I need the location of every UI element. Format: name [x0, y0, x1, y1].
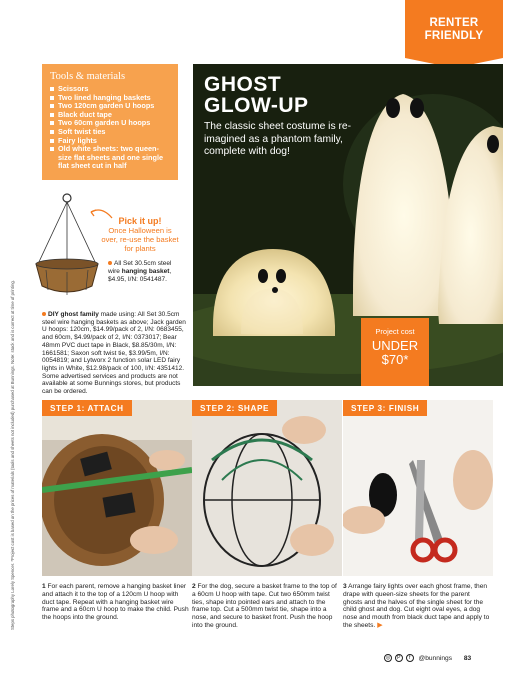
cutting-tape-photo: [343, 400, 493, 576]
cost-value-line1: UNDER: [371, 338, 419, 353]
step-number: 2: [192, 583, 196, 590]
pickup-text: Once Halloween is over, re-use the basket for plants: [101, 226, 179, 253]
ghost-eye: [258, 269, 268, 283]
ghost-eye: [487, 135, 499, 153]
step-2-instructions: [192, 583, 340, 630]
facebook-icon[interactable]: f: [406, 654, 414, 662]
tools-materials-panel: [42, 64, 178, 180]
step-2-photo: [192, 400, 342, 576]
step-2-header: STEP 2: SHAPE: [192, 400, 277, 416]
diy-ghost-family-info: [42, 311, 190, 396]
step-text: For each parent, remove a hanging basket liner and attach it to the top of a 120cm U hoop with duct tape. Repeat with a hanging basket wire frame and a 60cm U hoop to make the child. Push the hoops into the ground.: [42, 583, 189, 622]
step-3-photo: [343, 400, 493, 576]
list-item: Scissors: [50, 85, 170, 94]
basket-liner-photo: [42, 400, 192, 576]
step-text: For the dog, secure a basket frame to the top of a 60cm U hoop with tape. Cut two 650mm twist ties, shape into pointed ears and attach to the frame top. Cut a 500mm twist tie, shape into a nose, and secure to basket front. Push the hoop into the ground.: [192, 583, 337, 629]
list-item: Old white sheets: two queen-size flat sheets and one single flat sheet cut in half: [50, 145, 170, 171]
list-item: Black duct tape: [50, 111, 170, 120]
pickup-title: Pick it up!: [118, 216, 162, 226]
bullet-dot-icon: [108, 261, 112, 265]
diy-body: made using: All Set 30.5cm steel wire hanging baskets as above; Jack garden U hoops: 120cm, $14.99/pack of 2, I/N: 0683455, and 60cm, $4.99/pack of 2, I/N: 0373017; Bear 48mm PVC duct tape in Black, $8.85/30m, I/N: 1661581; Saxon soft twist tie, $3.99/5m, I/N: 0054819; and Lytworx 2 function solar LED fairy lights in White, $12.98/pack of 100, I/N: 4351412. Some advertised services and products are not available at some Bunnings stores, but products can be ordered.: [42, 311, 186, 396]
step-1-header: STEP 1: ATTACH: [42, 400, 132, 416]
side-credit: [10, 270, 18, 630]
diy-lead: DIY ghost family: [48, 311, 99, 318]
list-item: Two 60cm garden U hoops: [50, 119, 170, 128]
basket-info-bold: hanging basket: [121, 268, 170, 275]
basket-info-rest: , $4.95, I/N: 0541487.: [108, 268, 172, 283]
cost-label: Project cost: [375, 327, 415, 336]
ghost-eye: [276, 269, 286, 283]
list-item: Soft twist ties: [50, 128, 170, 137]
hanging-basket-info: [108, 260, 184, 284]
pinterest-icon[interactable]: P: [395, 654, 403, 662]
step-1-instructions: [42, 583, 190, 622]
hero-title-line2: GLOW-UP: [204, 94, 309, 117]
tools-title: Tools & materials: [50, 71, 126, 82]
wire-frame-photo: [192, 400, 342, 576]
step-number: 1: [42, 583, 46, 590]
ghost-eye: [410, 98, 424, 118]
step-text: Arrange fairy lights over each ghost frame, then drape with queen-size sheets for the parent ghosts and the halves of the single sheet for the child ghost and dog. Cut eight oval eyes, a dog nose and mouth from black duct tape and apply to the sheets.: [343, 583, 490, 629]
list-item: Fairy lights: [50, 137, 170, 146]
basket-info-lead: All Set 30.5cm steel wire: [108, 260, 172, 275]
hero-title-line1: GHOST: [204, 73, 282, 96]
project-cost-box: [361, 318, 429, 386]
step-1-photo: [42, 400, 192, 576]
side-credit-text: Steps photography Lorely Spencer. *Project cost is based on the prices of materials (tools and sheets not included) purchased at Bunnings. Note: stock and is correct at time of printing.: [10, 280, 15, 630]
hero-title: [204, 74, 309, 116]
continue-arrow-icon: ▶: [375, 621, 383, 629]
list-item: Two lined hanging baskets: [50, 94, 170, 103]
ghost-eye: [386, 98, 400, 118]
cost-value-line2: $70*: [381, 352, 409, 367]
instagram-icon[interactable]: ◎: [385, 655, 391, 661]
step-3-header: STEP 3: FINISH: [343, 400, 427, 416]
pick-it-up-callout: [100, 217, 180, 253]
page-footer: [384, 654, 506, 664]
tools-list: [50, 85, 170, 171]
renter-friendly-badge: [405, 0, 503, 58]
badge-text: RENTER FRIENDLY: [424, 17, 484, 42]
step-number: 3: [343, 583, 347, 590]
step-3-instructions: [343, 583, 491, 630]
bullet-dot-icon: [42, 312, 46, 316]
hero-subtitle: The classic sheet costume is re-imagined as a phantom family, complete with dog!: [204, 121, 352, 157]
hero-photo: [193, 64, 503, 386]
list-item: Two 120cm garden U hoops: [50, 102, 170, 111]
dog-nose: [272, 287, 278, 293]
page-number: 83: [463, 654, 472, 662]
cost-value: [361, 339, 429, 367]
social-handle: @bunnings: [418, 654, 452, 662]
